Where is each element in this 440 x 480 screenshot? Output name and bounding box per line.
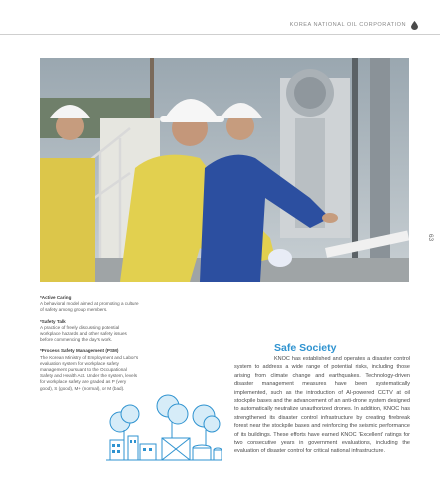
glossary-item [40,295,140,314]
organization-name: KOREA NATIONAL OIL CORPORATION [289,22,406,28]
glossary-item [40,319,140,344]
glossary-term: *Process Safety Management (PSM) [40,348,119,354]
glossary-term: *Active Caring [40,295,72,300]
forest-facility-illustration [106,392,222,462]
glossary [40,295,140,397]
section-title: Safe Society [274,342,337,354]
page-number: 63 [426,233,434,242]
glossary-definition: A behavioral model aimed at promoting a culture of safety among group members. [40,301,139,313]
header-divider [0,34,440,35]
glossary-definition: The Korean Ministry of Employment and Labor's evaluation system for workplace safety management pursuant to the Occupational Safety and Health Act. Under the system, levels for workplace safety are graded as P (very good), S (good), M+ (normal), or M (bad). [40,354,139,391]
glossary-term: *Safety Talk [40,318,66,324]
glossary-item [40,348,140,391]
site-inspection-photo [40,58,409,282]
section-body: KNOC has established and operates a disaster control system to address a wide range of potential risks, including those arising from climate change and earthquakes. Technology-driven disaster management measures have been systematically implemented, such as the introduction of AI-powered CCTV at oil stockpile bases and the advancement of an anti-drone system designed to automatically neutralize unauthorized drones. In addition, KNOC has strengthened its disaster control infrastructure by creating firebreak forest near the stockpile bases and reinforcing the seismic performance of its buildings. These efforts have earned KNOC 'Excellent' ratings for two consecutive years in government evaluations, including the evaluation of disaster control for critical national infrastructure. [234,356,410,455]
oil-drop-icon [411,21,418,30]
glossary-definition: A practice of freely discussing potential workplace hazards and other safety issues before commencing the day's work. [40,324,127,343]
